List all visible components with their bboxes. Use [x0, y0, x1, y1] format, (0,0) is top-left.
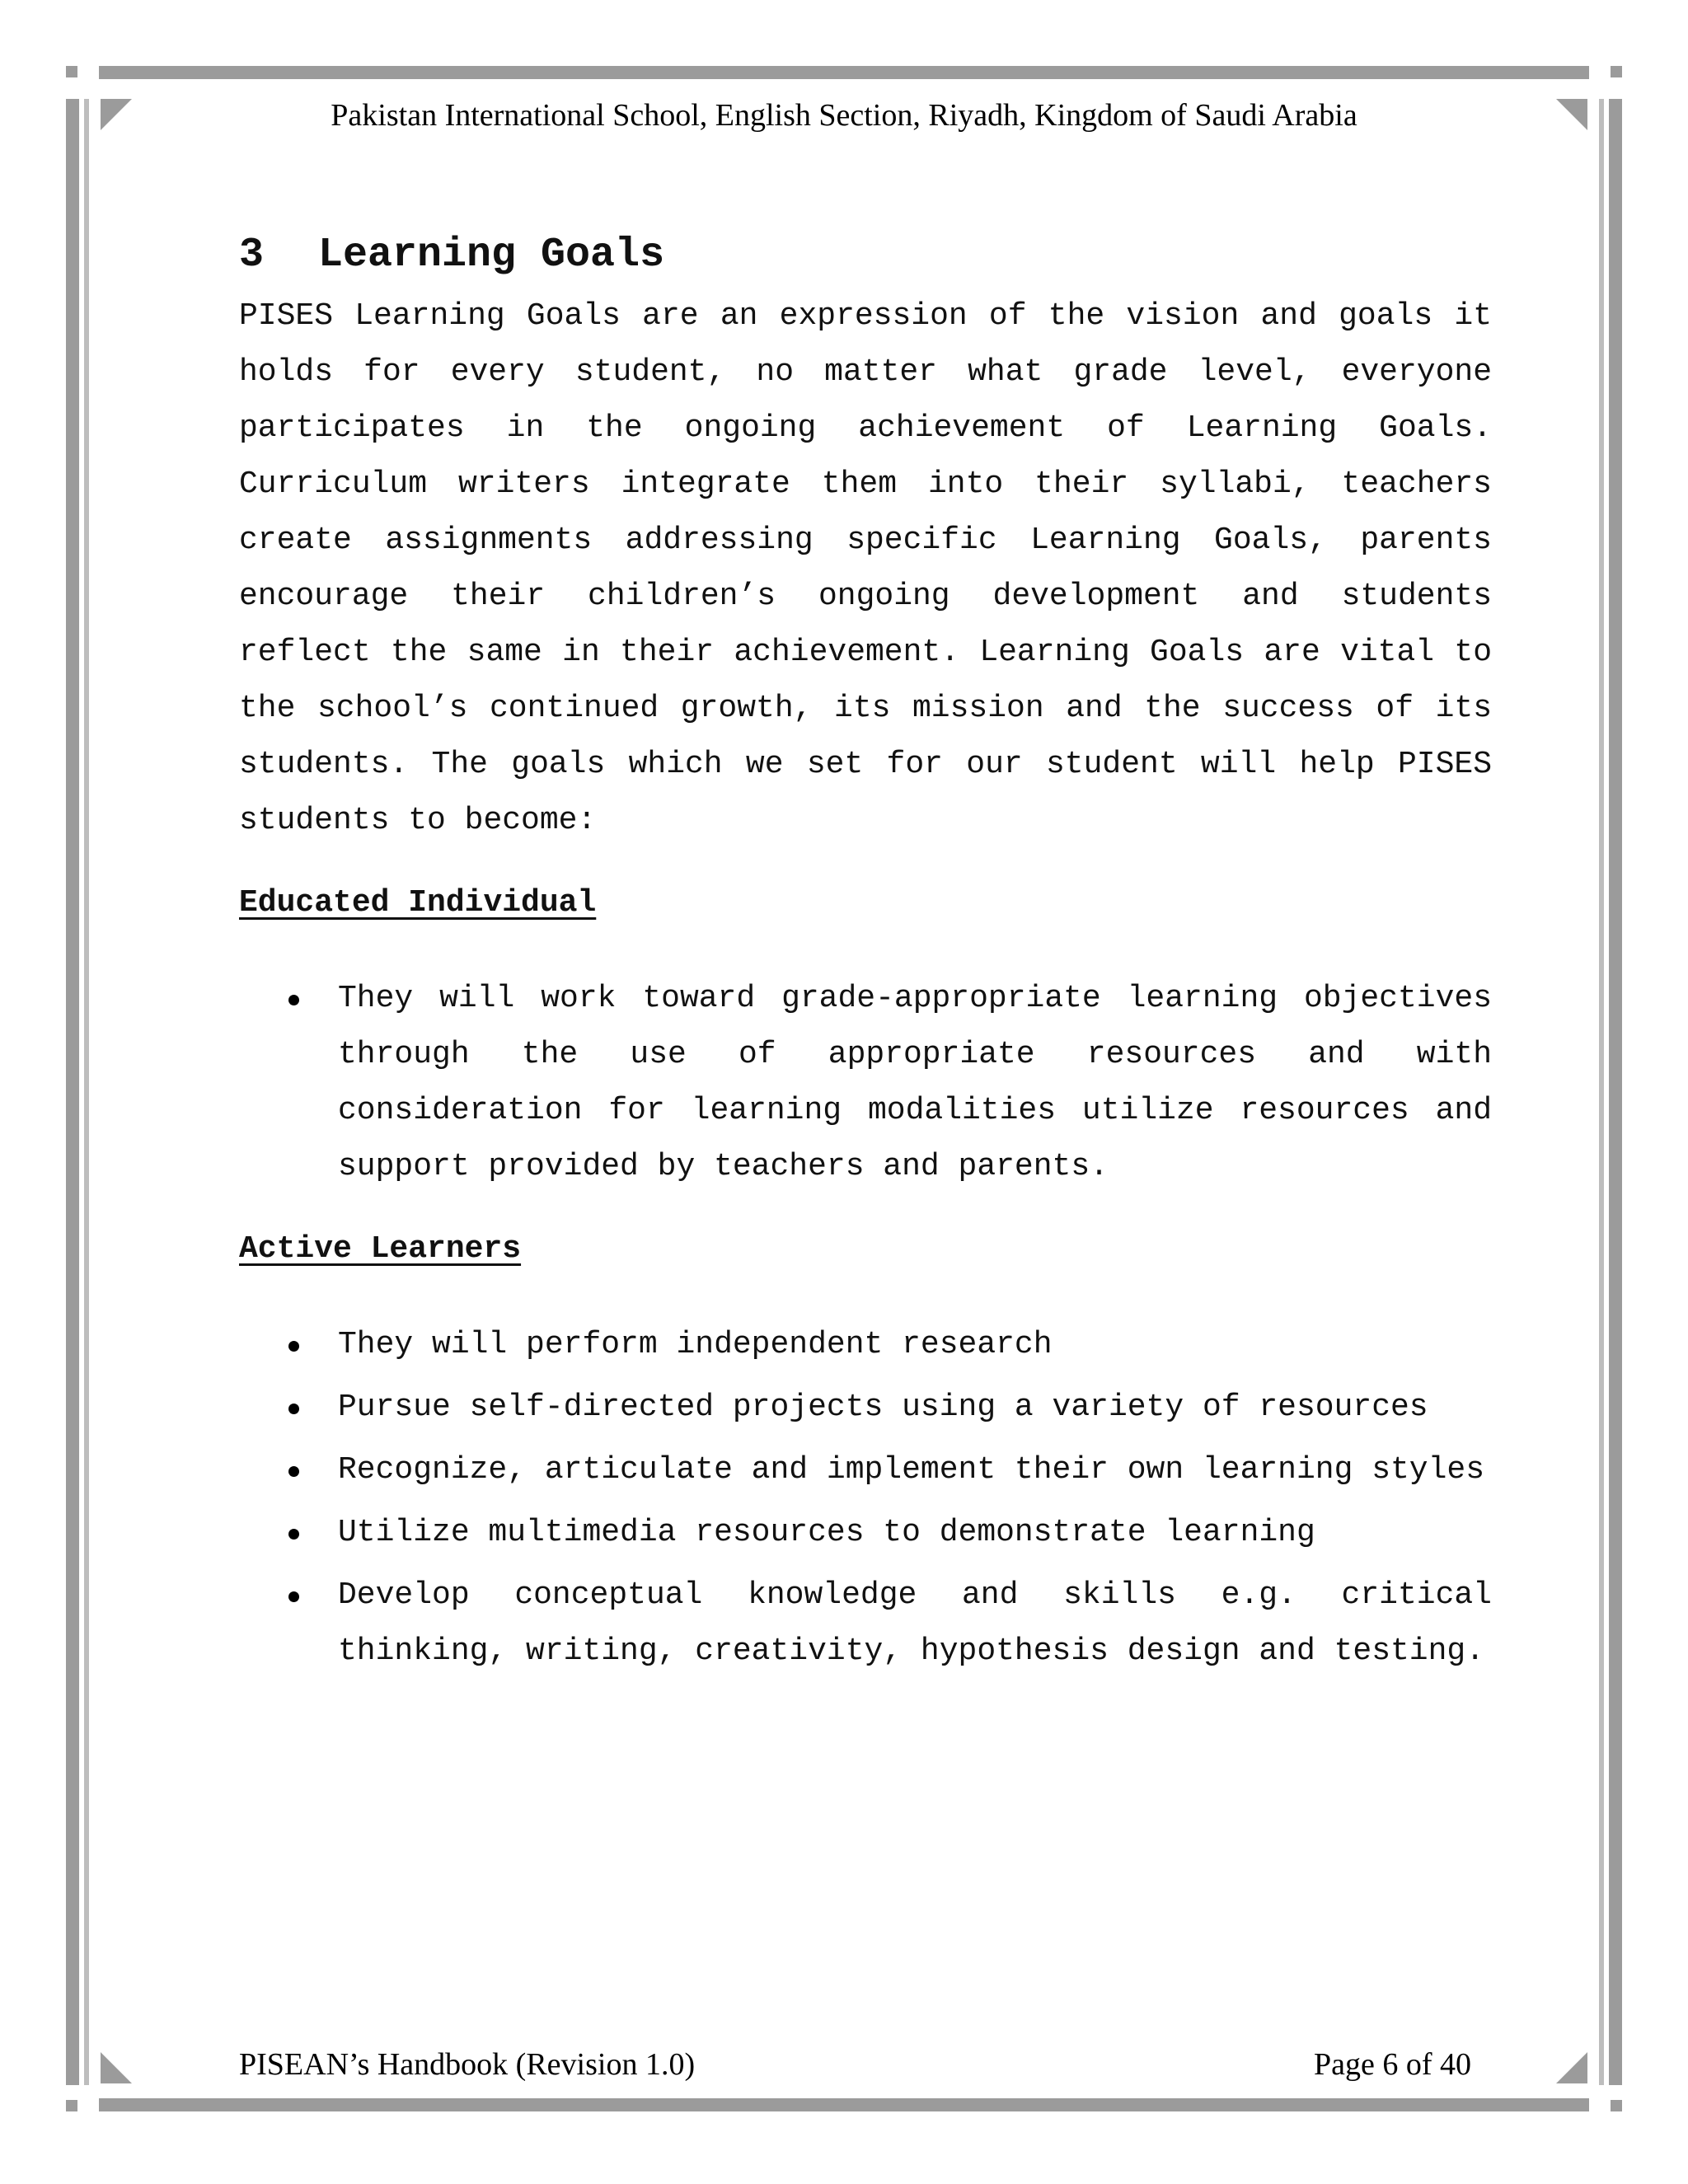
- active-learners-list: [239, 1317, 1492, 1680]
- border-left: [66, 99, 79, 2085]
- active-learners-heading: Active Learners: [239, 1231, 522, 1267]
- bullet-icon: [288, 1529, 299, 1540]
- list-item: Pursue self-directed projects using a variety of resources: [239, 1380, 1492, 1436]
- border-bottom: [99, 2098, 1589, 2111]
- list-item: Recognize, articulate and implement their own learning styles: [239, 1442, 1492, 1498]
- border-inner-right: [1599, 99, 1604, 2085]
- intro-paragraph: PISES Learning Goals are an expression of the vision and goals it holds for every student, no matter what grade level, everyone participates in the ongoing achievement of Learning Goals. Curriculum writers integrate them into their syllabi, teachers create assignments addressing specific Learning Goals, parents encourage their children’s ongoing development and students reflect the same in their achievement. Learning Goals are vital to the school’s continued growth, its mission and the success of its students. The goals which we set for our student will help PISES students to become:: [239, 298, 1492, 838]
- list-item: They will perform independent research: [239, 1317, 1492, 1373]
- border-right: [1609, 99, 1622, 2085]
- section-title: Learning Goals: [318, 232, 665, 279]
- section-number: 3: [239, 232, 265, 279]
- bullet-icon: [288, 995, 299, 1005]
- corner-square-bl: [66, 2100, 77, 2111]
- bullet-icon: [288, 1591, 299, 1602]
- list-item: Develop conceptual knowledge and skills e.g. critical thinking, writing, creativity, hypothesis design and testing.: [239, 1568, 1492, 1680]
- section-heading: [239, 223, 1492, 288]
- corner-square-tr: [1611, 66, 1622, 77]
- corner-triangle-bl: [101, 2052, 132, 2083]
- footer-page-number: Page 6 of 40: [1314, 2047, 1472, 2082]
- bullet-icon: [288, 1341, 299, 1352]
- corner-square-tl: [66, 66, 77, 77]
- footer-handbook-title: PISEAN’s Handbook (Revision 1.0): [239, 2047, 696, 2082]
- corner-square-br: [1611, 2100, 1622, 2111]
- list-item: They will work toward grade-appropriate learning objectives through the use of appropriate resources and with consideration for learning modalities utilize resources and support provided by teachers and parents.: [239, 971, 1492, 1195]
- page-header: Pakistan International School, English Section, Riyadh, Kingdom of Saudi Arabia: [331, 98, 1357, 133]
- educated-individual-heading: Educated Individual: [239, 885, 597, 921]
- corner-triangle-br: [1556, 2052, 1587, 2083]
- border-top: [99, 66, 1589, 79]
- border-inner-left: [84, 99, 89, 2085]
- bullet-icon: [288, 1466, 299, 1477]
- bullet-icon: [288, 1404, 299, 1414]
- list-item: Utilize multimedia resources to demonstrate learning: [239, 1505, 1492, 1561]
- educated-individual-list: [239, 971, 1492, 1195]
- page-content: [239, 223, 1492, 1680]
